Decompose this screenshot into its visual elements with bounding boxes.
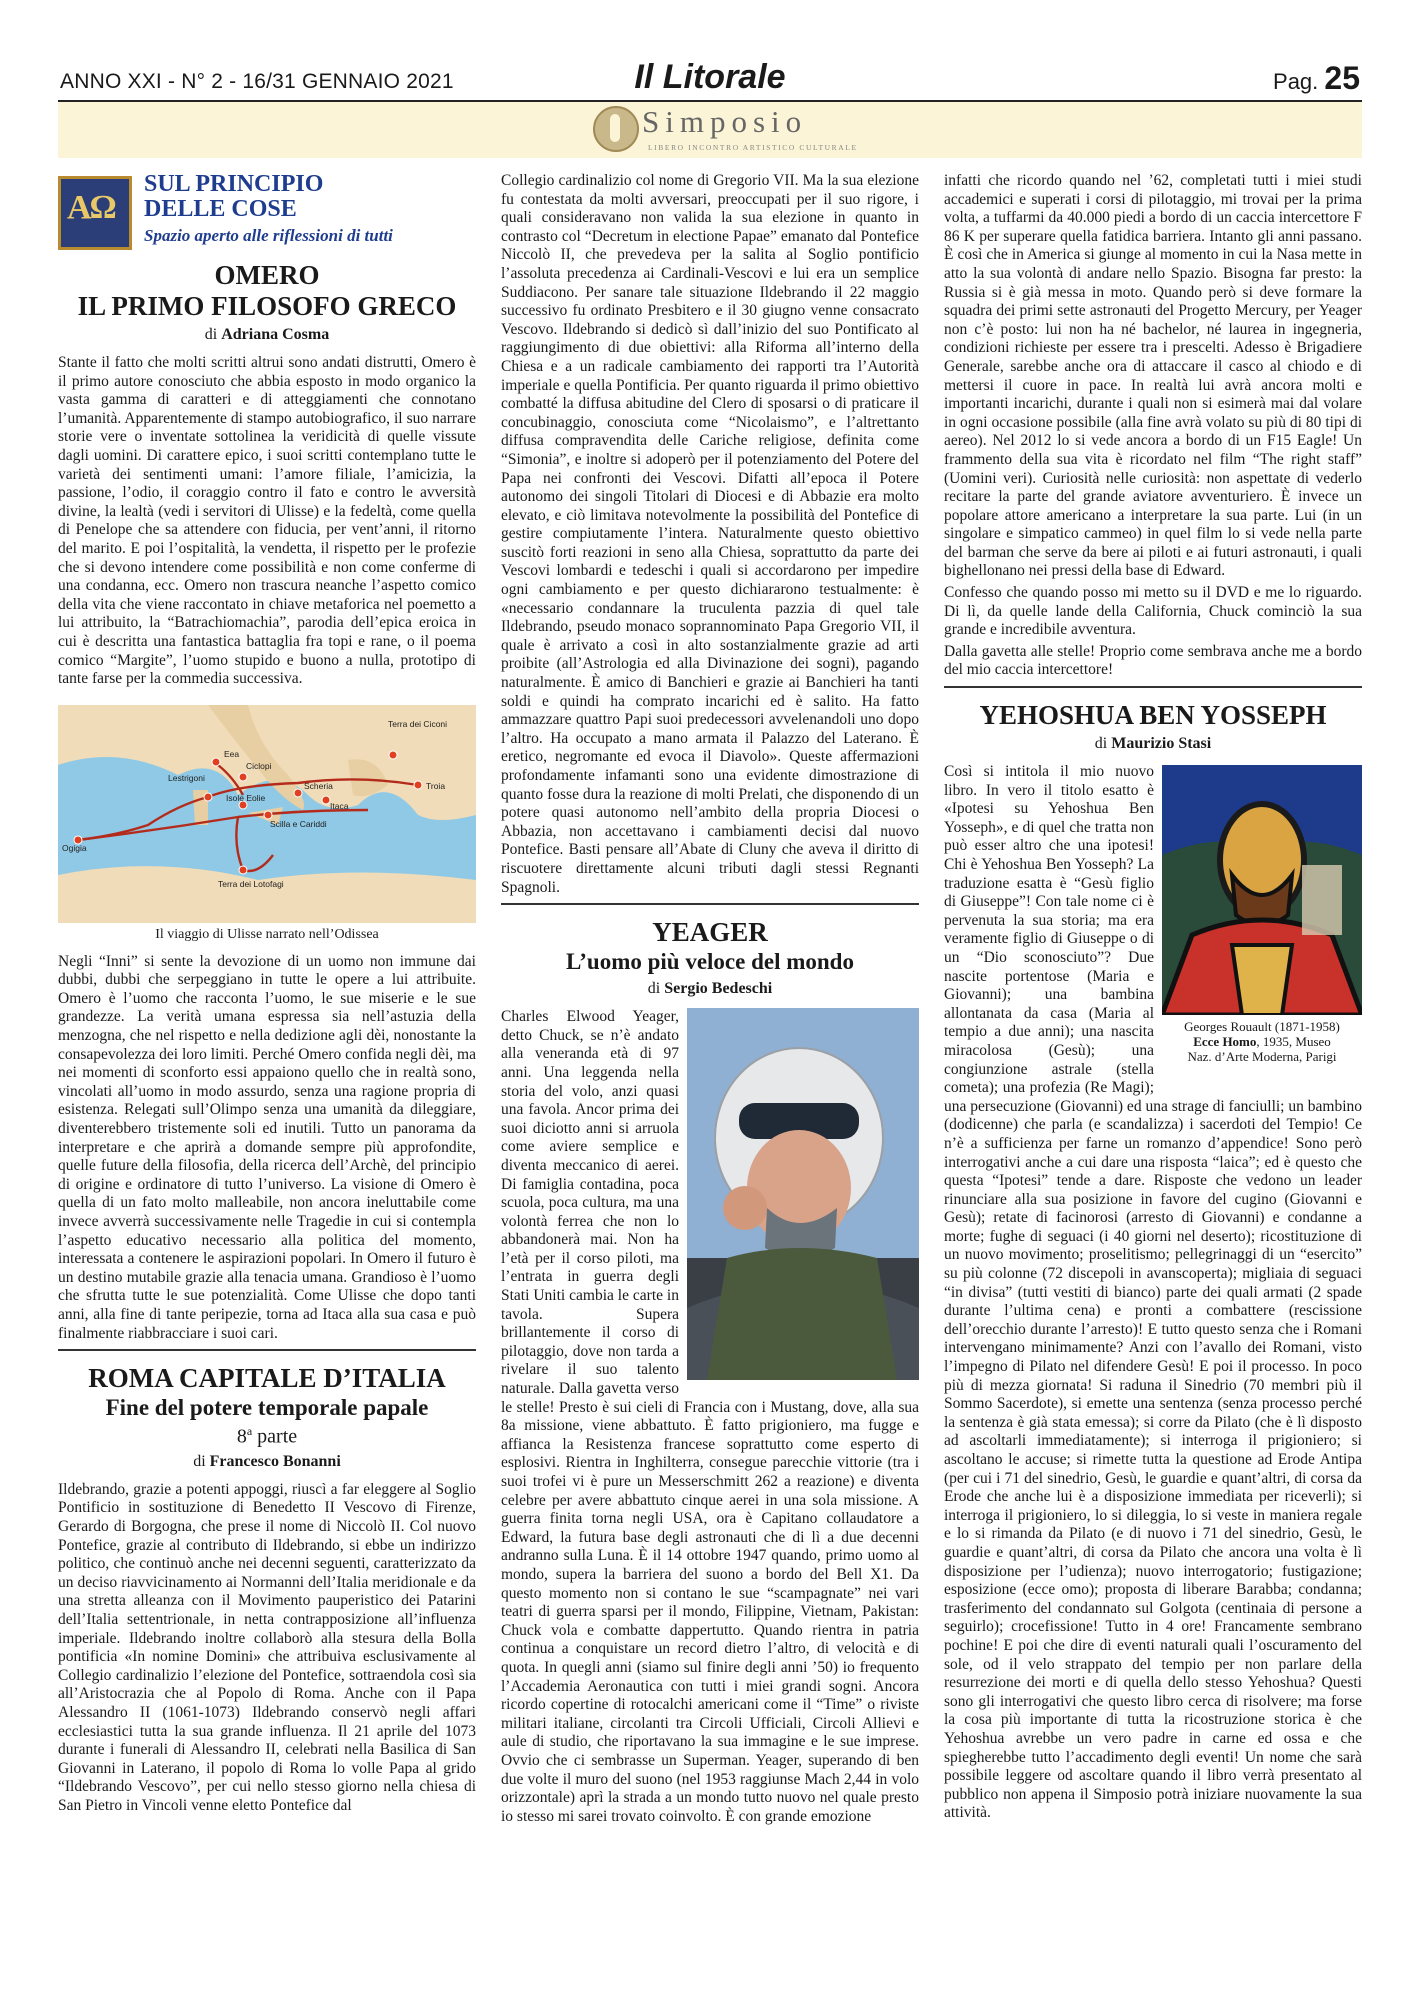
map-label-ciclopi: Ciclopi [246, 760, 272, 771]
section-subtitle: Spazio aperto alle riflessioni di tutti [144, 226, 393, 245]
section-header [58, 172, 476, 250]
map-caption: Il viaggio di Ulisse narrato nell’Odissea [155, 926, 379, 942]
caption-title: Ecce Homo [1193, 1034, 1257, 1050]
map-label-itaca: Itaca [330, 800, 349, 811]
map-label-ogigia: Ogigia [62, 842, 87, 853]
page-number-value: 25 [1324, 60, 1360, 96]
pilot-illustration [687, 1008, 919, 1380]
yeager-paragraph-3: Confesso che quando posso mi metto su il DVD e me lo riguardo. Di lì, da quelle lande della California, Chuck cominciò la sua grande e incredibile avventura. [944, 584, 1362, 639]
map-label-eolie: Isole Eolie [226, 792, 266, 803]
roma-part-sup: a [246, 1424, 253, 1439]
yeager-title: YEAGER [652, 917, 768, 948]
omero-paragraph-2: Negli “Inni” si sente la devozione di un uomo non immune dai dubbi, dubbi che serpeggiano in tutte le opere a lui attribuite. Omero è l’uomo che racconta l’uomo, le sue miserie e le sue grandezze. La verità umana espressa sia nell’astuzia della menzogna, che nel rispetto e nella dedizione agli dèi, nonostante la consapevolezza dei loro limiti. Perché Omero confida negli dèi, ma nei momenti di sconforto essi appaiono quello che in realtà sono, vincolati all’uomo in modo assurdo, senza una ragione propria di esistenza. Relegati sull’Olimpo senza una umanità da dileggiare, diventerebbero tristemente soli ed inutili. Tutto un panorama da interpretare e che aprirà a domande sempre più approfondite, quelle future della filosofia, della ricerca dell’Archè, del principio di origine e ordinatore di tutto l’universo. La visione di Omero è quella di un fato molto malleabile, non ancora ineluttabile come invece avverrà successivamente nelle Tragedie in cui si contempla l’aspetto educativo necessario alla politica del momento, interessata a contenere le aspirazioni popolari. In Omero il futuro è un destino mutabile grazie alla tenacia umana. Grandioso è l’uomo che sfrutta tutte le sue potenzialità. Come Ulisse che dopo tanti anni, alla fine di tante peripezie, torna ad Itaca alla sua casa e può finalmente riabbracciare i suoi cari. [58, 952, 476, 1342]
caption-line3: Naz. d’Arte Moderna, Parigi [1187, 1049, 1337, 1065]
page-label: Pag. [1273, 69, 1319, 94]
byline-di: di [193, 1452, 206, 1470]
page-number [1273, 60, 1360, 97]
byline-di: di [204, 326, 218, 343]
article-yehoshua [944, 700, 1362, 1823]
yeager-paragraph-4: Dalla gavetta alle stelle! Proprio come sembrava anche me a bordo del mio caccia intercettore! [944, 642, 1362, 679]
roma-part-word: parte [257, 1425, 298, 1448]
yehoshua-paragraph-1: Così si intitola il mio nuovo libro. In vero il titolo esatto è «Ipotesi su Yehoshua Ben Yosseph», e di quel che tratta non può esser altro che una ipotesi! Chi è Yehoshua Ben Yosseph? La traduzione esatta è “Gesù figlio di Giuseppe”! Con tale nome ci è pervenuta la sua storia; ma era veramente figlio di Giuseppe o di un “Dio sconosciuto”? Due nascite portentose (Maria e Giovanni); una bambina allontanata da casa (Maria al tempio a due anni); una nascita miracolosa (Gesù); una congiunzione astrale (stella cometa); una profezia (Re Magi); una persecuzione (Giovanni) ed una strage di fanciulli; un bambino (dodicenne) che parla (e scandalizza) i sacerdoti del Tempio! Ce n’è a sufficienza per farne un romanzo d’appendice! Sono però interrogativi anche a cui dare una risposta “laica”; ed è questo che questa “Ipotesi” tende a dare. Risposte che vedono un leader rinunciare alla sua posizione in favore del cugino (Giovanni e Gesù); retate di facinorosi (arresto di Giovanni) e condanne a morte; fughe di seguaci (i 40 giorni nel deserto); ricostituzione di un nuovo movimento; proselitismo; pellegrinaggi di un “esercito” su più colonne (72 discepoli in avanscoperta); migliaia di seguaci “in divisa” (tutti vestiti di bianco) parte dei quali armati (2 spade durante l’ultima cena) e pronti a combattere (rescissione dell’orecchio durante l’arresto)! E tutto questo senza che i Romani intervengano minimamente? Anzi con l’avallo dei Romani, visto l’impegno di Pilato nel difendere Gesù! E poi il processo. In poco più di mezza giornata! Si raduna il Sinedrio (70 membri più il Sommo Sacerdote), si emette una sentenza (senza processo perché la sentenza è già stata emessa); si corre da Pilato (che è lì disposto ad ascoltarli immediatamente); si interroga il prigioniero; si ascoltano le accuse; si rimette tutta la questione ad Erode Antipa (per cui i 71 del sinedrio, Gesù, le guardie e quant’altri, di corsa da Erode che anche lui è a disposizione immediata per riceverli); si interroga il prigioniero, lo si dileggia, lo si veste in maniera regale e lo si rimanda da Pilato (e di nuovo i 71 del sinedrio, Gesù, le guardie e quant’altri, di corsa da Pilato che ancora una volta è lì disposizione per l’udienza); nuovo interrogatorio; fustigazione; esposizione (ecce omo); proposta di liberare Barabba; condanna; trasferimento del condannato sul Golgota (centinaia di persone a seguirlo); crocefissione! Tutto in 4 ore! Francamente sembrano pochine! E poi che dire di eventi naturali quali l’oscuramento del sole, od il velo strappato del tempio per non parlare della resurrezione dei morti e di quella dello stesso Yehoshua? Questi sono gli interrogativi che questo libro cerca di risolvere; ma forse la cosa più importante di tutta la ricostruzione storica è che Yehoshua avrebbe un vero padre in carne ed ossa e che spiegherebbe tutto l’accadimento degli eventi! Un nome che sarà possibile leggere od ascoltare quando il libro verrà presentato al pubblico non appena il Simposio potrà iniziare nuovamente la sua attività. [944, 763, 1362, 1822]
yeager-paragraph-2: infatti che ricordo quando nel ’62, completati tutti i miei studi accademici e superati i corsi di pilotaggio, mi trovai per la prima volta, a tuffarmi da 40.000 piedi a bordo di un caccia intercettore F 86 K per superare quella fatidica barriera. Intanto gli anni passano. È così che in America si giunge al momento in cui la Nasa mette in atto la sua volontà di andare nello Spazio. Bisogna far presto: la Russia si è già messa in moto. Quando però si deve formare la squadra dei primi sette astronauti del Progetto Mercury, per Yeager non c’è posto: lui non ha né bachelor, né laurea in ingegneria, condizioni richieste per essere tra i prescelti. Adesso è Brigadiere Generale, sarebbe anche ora di attaccare il casco al chiodo e di mettersi il cuore in pace. In realtà lui avrà ancora molti e importanti incarichi, durante i quali non si esimerà mai dal volare in ogni occasione possibile (alla fine avrà volato su più di 80 tipi di aereo). Nel 2012 lo si vede ancora a bordo di un F15 Eagle! Un frammento della sua vita è ricordato nel film “The right staff” (Uomini veri). Curiosità nelle curiosità: non aspettate di vederlo recitare la parte del grande aviatore avventuriero. È invece un popolare attore americano a interpretare la sua parte. Lui (in un singolare e simpatico cammeo) in quel film lo si vede nella parte del barman che serve da bere ai piloti e ai futuri astronauti, i quali bighellonano nei pressi della base di Edward. [944, 172, 1362, 580]
article-divider [501, 903, 919, 905]
simposio-subtitle: LIBERO INCONTRO ARTISTICO CULTURALE [648, 143, 858, 152]
article-yeager [501, 917, 919, 1826]
byline-di: di [1094, 735, 1108, 753]
yeager-subtitle: L’uomo più veloce del mondo [566, 949, 854, 975]
map-label-eea: Eea [224, 748, 240, 759]
omero-title-line1: OMERO [214, 260, 320, 290]
map-label-scheria: Scheria [304, 780, 333, 791]
caption-line2 [1162, 1034, 1362, 1049]
map-label-lestrigoni: Lestrigoni [168, 772, 205, 783]
map-label-troia: Troia [426, 780, 446, 791]
caption-line2-rest: , 1935, Museo [1256, 1034, 1331, 1050]
section-title-line2: DELLE COSE [144, 196, 297, 222]
article-roma [58, 1363, 476, 1815]
roma-subtitle: Fine del potere temporale papale [105, 1395, 429, 1421]
alpha-omega-glyph: ΑΩ [67, 189, 115, 226]
roma-author: Francesco Bonanni [209, 1452, 341, 1470]
roma-title: ROMA CAPITALE D’ITALIA [88, 1363, 446, 1394]
roma-paragraph-2: Collegio cardinalizio col nome di Gregorio VII. Ma la sua elezione fu contestata da molti avversari, preoccupati per il suo rigore, i quali consideravano non valida la sua elezione in quanto in contrasto col “Decretum in electione Papae” emanato dal Pontefice Niccolò II, che prevedeva per la salita al Soglio pontificio l’assoluta precedenza ai Cardinali-Vescovi e lui era un semplice Suddiacono. Per sanare tale situazione Ildebrando il 22 maggio successivo fu ordinato Presbitero e il 30 giugno venne consacrato Vescovo. Ildebrando si dedicò sì dall’inizio del suo Pontificato al raggiungimento di due obiettivi: alla Riforma all’interno della Chiesa e a un radicale cambiamento dei rapporti tra l’Autorità imperiale e quella Pontificia. Per quanto riguarda il primo obiettivo combatté la diffusa abitudine del Clero di sposarsi o di praticare il concubinaggio, conosciuta come “Nicolaismo”, e l’altrettanto diffusa compravendita delle Cariche religiose, definita come “Simonia”, e inoltre si adoperò per il potenziamento del Potere del Papa nei confronti dei Vescovi. Difatti all’epoca il Potere autonomo dei singoli Titolari di Diocesi e di Abbazie era molto elevato, e ciò limitava notevolmente la possibilità del Pontefice di gestire compiutamente l’intera. Naturalmente questo obiettivo suscitò forti reazioni in seno alla Chiesa, soprattutto da parte dei Vescovi lombardi e tedeschi i quali si accordarono per impedire ogni cambiamento e per questo dichiararono testualmente: è «necessario condannare la truculenta pazzia di quel tale Ildebrando, pseudo monaco soprannominato Papa Gregorio VII, il quale è arrivato a così in alto sostanzialmente grazie ad arti proibite (all’Astrologia ed alla Divinazione dei sogni), pagando naturalmente. È amico di Banchieri e grazie ai Banchieri ha tanti soldi e quindi ha comprato incarichi ed è salito. Ha fatto ammazzare quattro Papi suoi predecessori avvelenandoli uno dopo l’altro. Ha occupato a mano armata il Palazzo del Laterano. È eretico, negromante ed evoca il Diavolo». Queste affermazioni profondamente infamanti sono una evidente dimostrazione di quanto fosse dura la reazione di molti Prelati, che disponendo di un potere quasi autonomo nell’ambito della propria Diocesi o Abbazia, non accettavano i cambiamenti decisi dal nuovo Pontefice. Basti pensare all’Abate di Cluny che aveva il diritto di riscuotere direttamente alcuni tributi dagli stessi Regnanti Spagnoli. [501, 172, 919, 896]
newspaper-title: Il Litorale [634, 58, 786, 96]
map-label-scilla: Scilla e Cariddi [270, 818, 327, 829]
page-header [60, 56, 1360, 100]
yehoshua-author: Maurizio Stasi [1111, 735, 1212, 753]
omero-title-line2: IL PRIMO FILOSOFO GRECO [77, 291, 457, 321]
simposio-logo-icon [593, 106, 639, 152]
simposio-banner [58, 102, 1362, 158]
alpha-omega-icon [58, 176, 132, 250]
odyssey-map [58, 705, 476, 923]
odyssey-map-svg [58, 705, 476, 923]
roma-paragraph-1: Ildebrando, grazie a potenti appoggi, riuscì a far eleggere al Soglio Pontificio in sostituzione di Benedetto II Vescovo di Firenze, Gerardo di Borgogna, che prese il nome di Niccolò II. Col nuovo Pontefice, grazie al contributo di Ildebrando, si ebbe un indirizzo politico, che continuò anche nei decenni seguenti, caratterizzato da un deciso riavvicinamento ai Normanni dell’Italia meridionale e da una stretta alleanza con il Movimento pauperistico dei Patarini dell’Italia settentrionale, in netta contrapposizione all’influenza imperiale. Ildebrando inoltre collaborò alla stesura della Bolla pontificia «In nomine Domini» che attribuiva esclusivamente al Collegio cardinalizio l’elezione del Pontefice, sottraendola così sia all’Aristocrazia che al Popolo di Roma. Anche con il Papa Alessandro II (1061-1073) Ildebrando conservò negli affari ecclesiastici tutta la sua grande influenza. Il 21 aprile del 1073 durante i funerali di Alessandro II, celebrati nella Basilica di San Giovanni in Laterano, il popolo di Roma lo volle Papa al grido “Ildebrando Vescovo”, per cui nello stesso giorno nella chiesa di San Pietro in Vincoli venne eletto Pontefice dal [58, 1480, 476, 1814]
roma-part [58, 1424, 476, 1449]
yeager-photo [687, 1008, 919, 1380]
yehoshua-title: YEHOSHUA BEN YOSSEPH [979, 700, 1327, 731]
ecce-homo-painting [1162, 765, 1362, 1015]
map-label-lotofagi: Terra dei Lotofagi [218, 878, 284, 889]
section-title [144, 172, 323, 222]
article-divider [944, 686, 1362, 688]
article-omero [58, 260, 476, 1343]
byline-di: di [647, 980, 661, 998]
yeager-byline [501, 980, 919, 998]
section-title-line1: SUL PRINCIPIO [144, 171, 324, 197]
column-3 [944, 172, 1362, 1826]
simposio-name: Simposio [642, 104, 808, 139]
omero-paragraph-1: Stante il fatto che molti scritti altrui sono andati distrutti, Omero è il primo autore conosciuto che abbia esposto in modo organico la vasta gamma di caratteri e di atteggiamenti che connotano l’umanità. Apparentemente di stampo autobiografico, il suo narrare storie vere o inventate sottolinea la veridicità di quelle vissute dagli uomini. Di carattere epico, i suoi scritti contemplano tutte le varietà dei sentimenti umani: l’amore filiale, l’amicizia, la passione, l’odio, il coraggio contro il fato e contro le avversità divine, la lealtà (vedi i servitori di Ulisse) e la fedeltà, come quella di Penelope che sa attendere con fiducia, per vent’anni, il ritorno del marito. E poi l’ospitalità, la vendetta, il rispetto per le profezie che si devono intendere come possibilità e non come conferme di una condanna, ecc. Omero non trascura neanche l’aspetto comico della vita che viene raccontato in chiave metaforica nel poemetto a lui attribuito, la “Batrachiomachia”, parodia dell’epica eroica in cui è descritta una fantastica battaglia fra topi e rane, o il poema comico “Margite”, l’uomo stupido e buono a nulla, prototipo di tante farse per la commedia successiva. [58, 354, 476, 688]
issue-info: ANNO XXI - N° 2 - 16/31 GENNAIO 2021 [60, 70, 454, 93]
column-1 [58, 172, 476, 1819]
yeager-paragraph-1: Charles Elwood Yeager, detto Chuck, se n’è andato alla veneranda età di 97 anni. Una leggenda nella storia del volo, anzi quasi una favola. Ancor prima dei suoi diciotto anni si arruola come aviere semplice e diventa meccanico di aerei. Di famiglia contadina, poca scuola, poca cultura, ma una volontà ferrea che non lo abbandonerà mai. Non ha l’età per il corso piloti, ma l’entrata in guerra degli Stati Uniti cambia le carte in tavola. Supera brillantemente il corso di pilotaggio, dove non tarda a rivelare il suo talento naturale. Dalla gavetta verso le stelle! Presto è sui cieli di Francia con i Mustang, dove, alla sua 8a missione, viene abbattuto. È fatto prigioniero, ma fugge e affianca la Resistenza francese soprattutto come esperto di esplosivi. Rientra in Inghilterra, consegue parecchie vittorie (tra i suoi trofei vi è pure un Messerschmitt 262 a reazione) e diventa celebre per avere abbattuto cinque aerei in una sola missione. A guerra finita torna negli USA, ora è Capitano collaudatore a Edward, la futura base degli astronauti che di lì a due decenni andranno sulla Luna. È il 14 ottobre 1947 quando, primo uomo al mondo, supera la barriera del suono a bordo del Bell X1. Da questo momento non si contano le sue “scampagnate” nei vari teatri di guerra sparsi per il mondo, Filippine, Vietnam, Pakistan: Chuck vola e combatte dappertutto. Quando rientra in patria continua a conquistare un record dietro l’altro, di velocità e di quota. In quegli anni (siamo sul finire degli anni ’50) io frequento l’Accademia Aeronautica con tutti i miei grandi sogni. Ancora ricordo copertine di rotocalchi americani come il “Time” o riviste militari italiane, circolanti tra Circoli Ufficiali, Circoli Allievi e aule di studio, che riportavano la sua immagine e le sue imprese. Ovvio che ci sembrasse un Superman. Yeager, superando di ben due volte il muro del suono (nel 1953 raggiunse Mach 2,44 in volo orizzontale) aprì la strada a un mondo tutto nuovo nel quale presto io stesso mi sarei trovato coinvolto. È con grande emozione [501, 1008, 919, 1825]
column-2 [501, 172, 919, 1829]
painting-illustration [1162, 765, 1362, 1015]
roma-part-num: 8 [236, 1425, 247, 1448]
omero-author: Adriana Cosma [221, 326, 330, 343]
painting-caption [1162, 1019, 1362, 1064]
caption-line1: Georges Rouault (1871-1958) [1184, 1019, 1340, 1035]
omero-byline [58, 326, 476, 344]
roma-byline [58, 1453, 476, 1471]
article-divider [58, 1349, 476, 1351]
yeager-author: Sergio Bedeschi [664, 980, 773, 998]
ecce-homo-figure [1162, 765, 1362, 1087]
yehoshua-byline [944, 735, 1362, 753]
map-label-ciconi: Terra dei Ciconi [388, 718, 448, 729]
